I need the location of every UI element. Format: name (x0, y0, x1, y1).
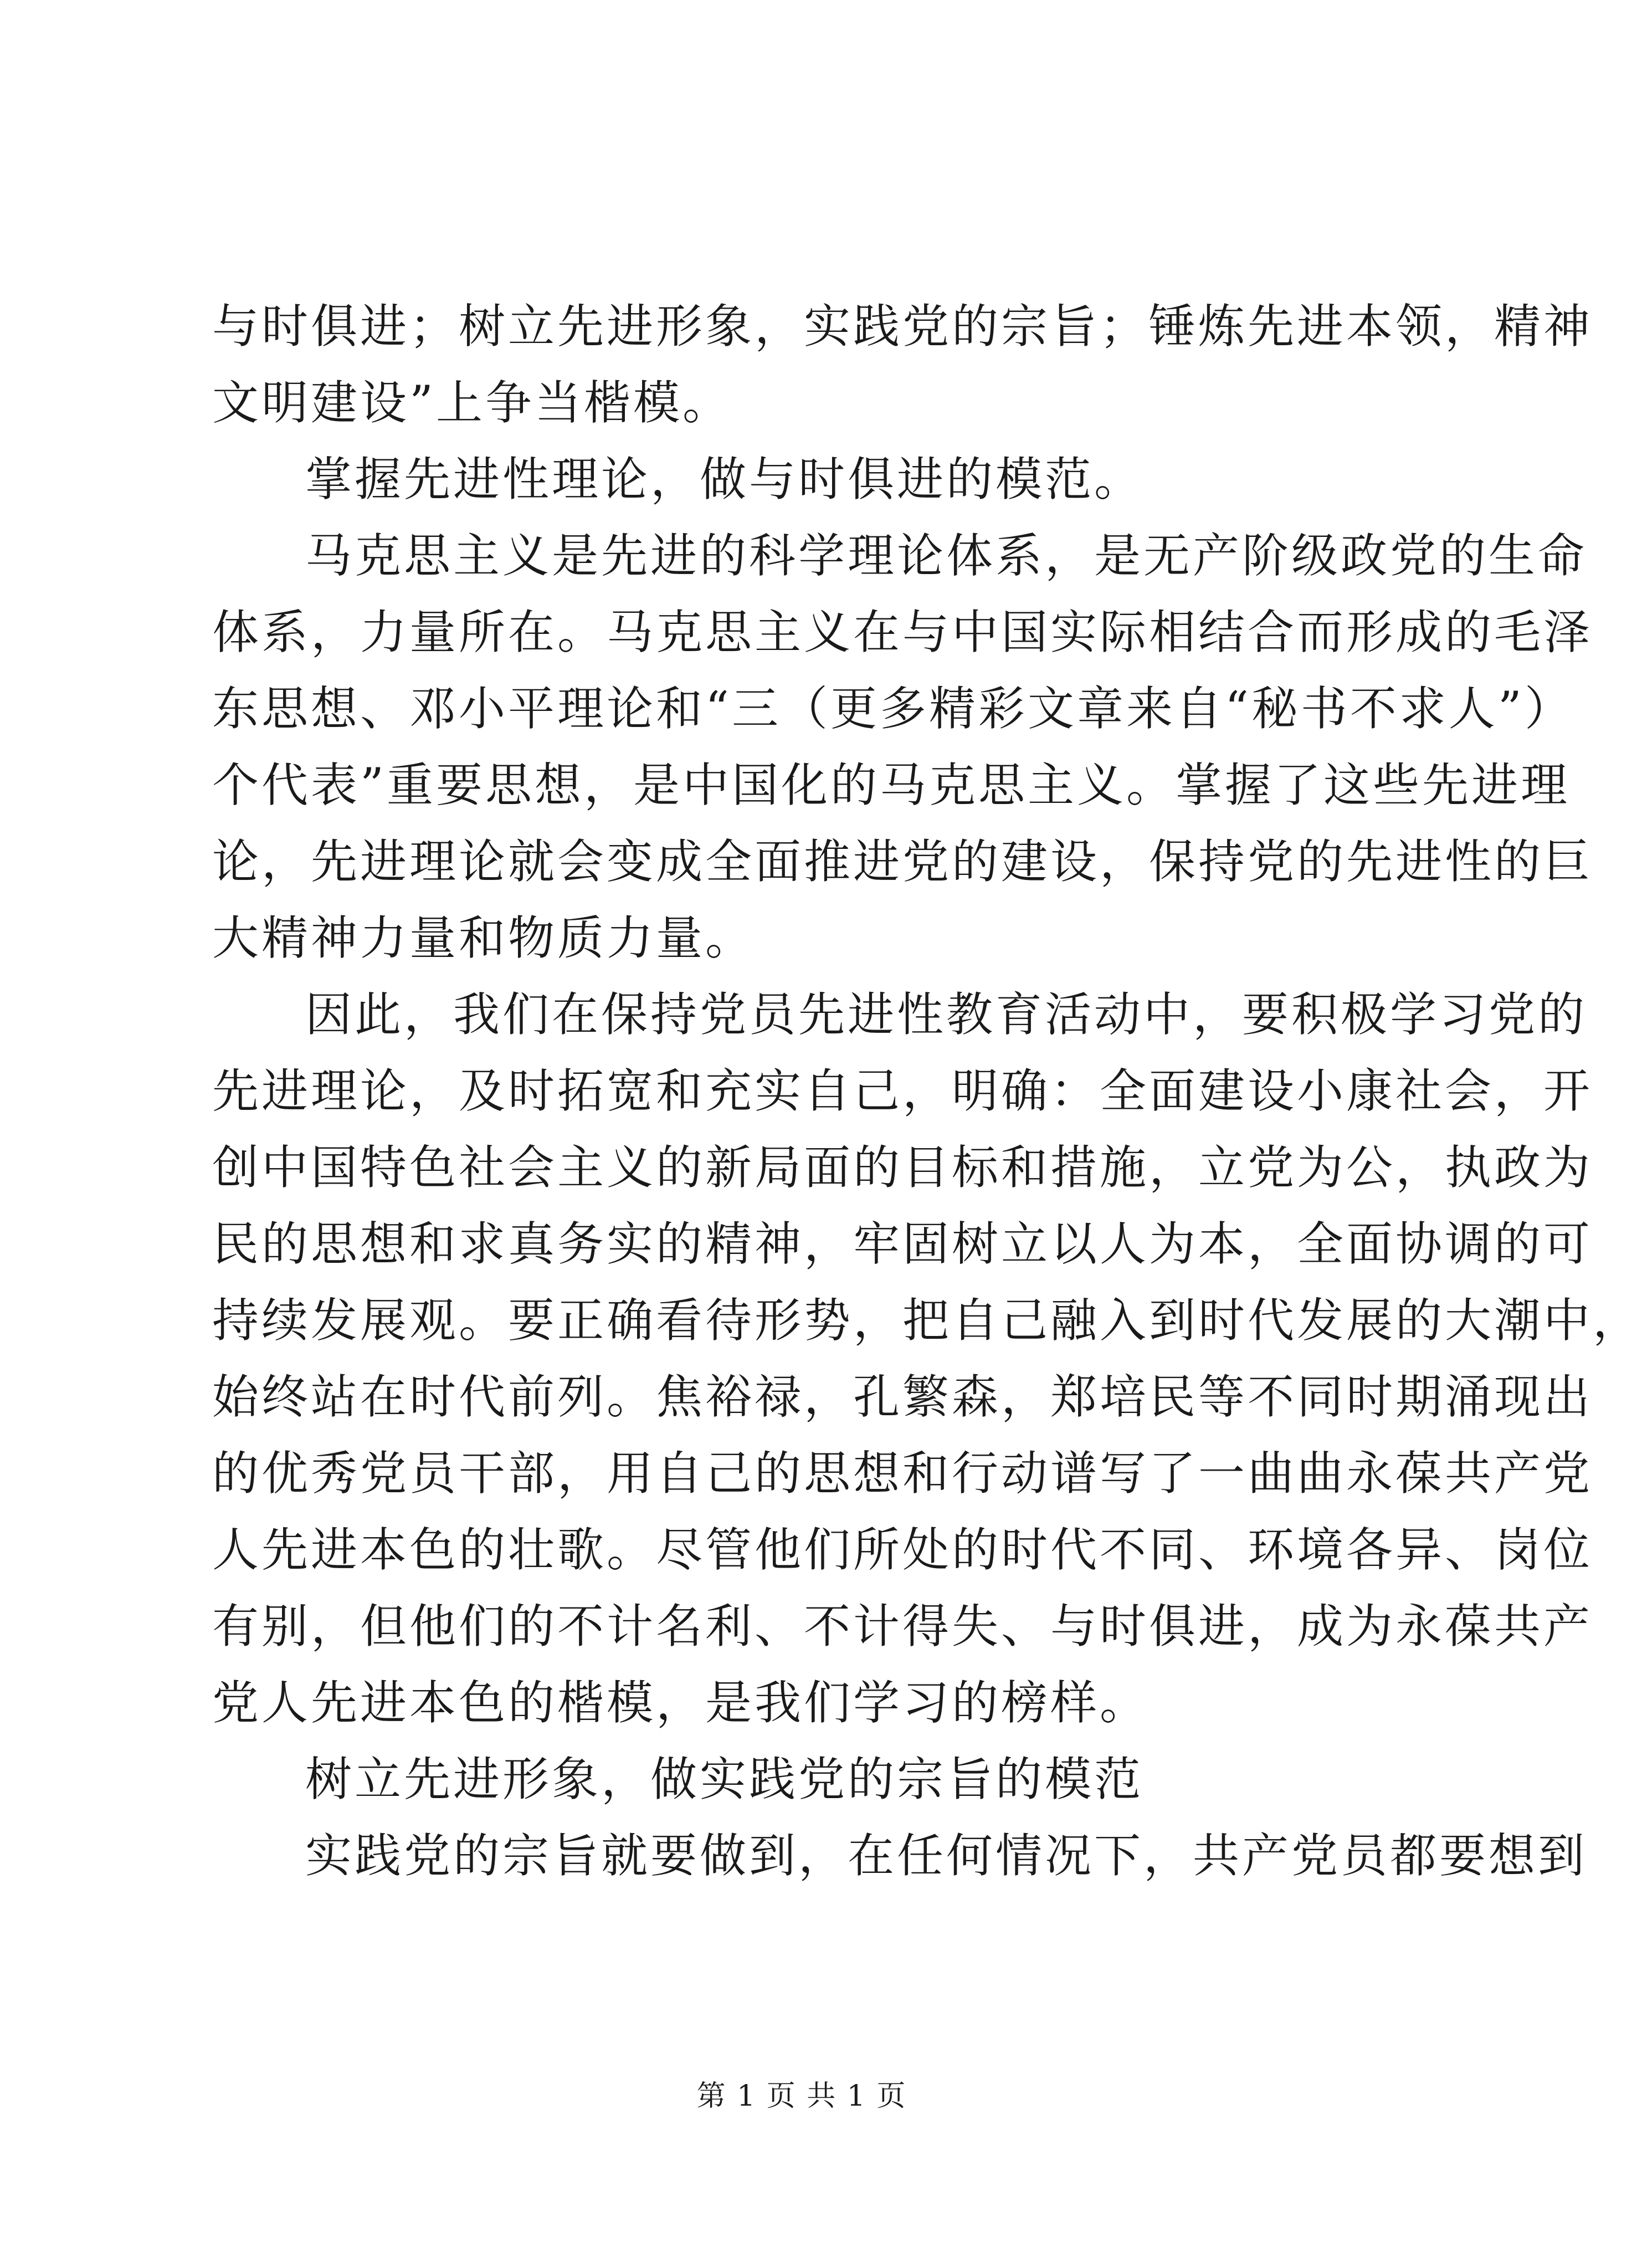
document-body (212, 288, 1642, 1894)
text-line: 个代表”重要思想，是中国化的马克思主义。掌握了这些先进理 (212, 758, 1570, 812)
page-number-label: 第 1 页 共 1 页 (696, 2080, 907, 2113)
text-line: 的优秀党员干部，用自己的思想和行动谱写了一曲曲永葆共产党 (212, 1446, 1593, 1501)
section-heading: 树立先进形象，做实践党的宗旨的模范 (305, 1752, 1144, 1806)
text-line: 党人先进本色的楷模，是我们学习的榜样。 (212, 1676, 1150, 1730)
text-line: 因此，我们在保持党员先进性教育活动中，要积极学习党的 (305, 987, 1588, 1042)
text-line: 文明建设”上争当楷模。 (212, 376, 732, 430)
text-line: 与时俱进；树立先进形象，实践党的宗旨；锤炼先进本领，精神 (212, 299, 1593, 354)
text-line: 体系，力量所在。马克思主义在与中国实际相结合而形成的毛泽 (212, 605, 1593, 659)
text-line: 民的思想和求真务实的精神，牢固树立以人为本，全面协调的可 (212, 1217, 1593, 1271)
text-line: 马克思主义是先进的科学理论体系，是无产阶级政党的生命 (305, 529, 1588, 583)
text-line: 始终站在时代前列。焦裕禄，孔繁森，郑培民等不同时期涌现出 (212, 1370, 1593, 1424)
text-line: 有别，但他们的不计名利、不计得失、与时俱进，成为永葆共产 (212, 1599, 1593, 1653)
text-line: 大精神力量和物质力量。 (212, 911, 755, 965)
section-heading: 掌握先进性理论，做与时俱进的模范。 (305, 452, 1144, 506)
text-line: 论，先进理论就会变成全面推进党的建设，保持党的先进性的巨 (212, 834, 1593, 889)
text-line: 创中国特色社会主义的新局面的目标和措施，立党为公，执政为 (212, 1140, 1593, 1195)
text-line: 实践党的宗旨就要做到，在任何情况下，共产党员都要想到 (305, 1829, 1588, 1883)
text-line: 先进理论，及时拓宽和充实自己，明确：全面建设小康社会，开 (212, 1064, 1593, 1118)
text-line: 持续发展观。要正确看待形势，把自己融入到时代发展的大潮中， (212, 1293, 1642, 1348)
text-line: 东思想、邓小平理论和“三（更多精彩文章来自“秘书不求人”） (212, 682, 1574, 736)
text-line: 人先进本色的壮歌。尽管他们所处的时代不同、环境各异、岗位 (212, 1523, 1593, 1577)
page-footer (0, 2072, 1603, 2114)
